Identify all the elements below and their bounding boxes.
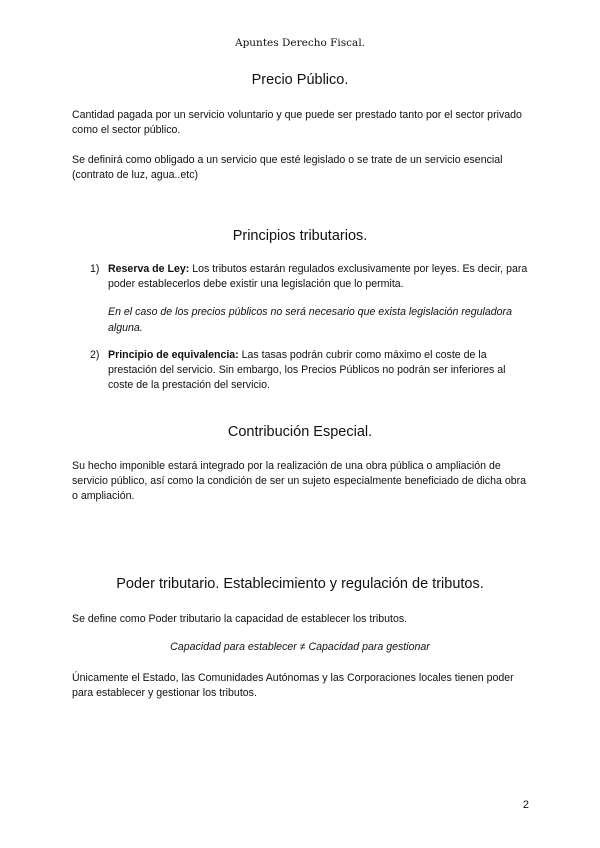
list-item-text: Los tributos estarán regulados exclusivamente por leyes. Es decir, para poder establecerlos debe existir una legislación que lo permita.: [108, 263, 528, 290]
list-item-body: [108, 262, 530, 292]
list-item-text: Las tasas podrán cubrir como máximo el coste de la prestación del servicio. Sin embargo, los Precios Públicos no podrán ser inferiores al coste de la prestación del servicio.: [108, 349, 506, 391]
list-item-reserva-de-ley: [90, 262, 530, 292]
list-item-number: 1): [90, 263, 100, 275]
principios-note: En el caso de los precios públicos no será necesario que exista legislación reguladora alguna.: [108, 306, 512, 334]
page-header: Apuntes Derecho Fiscal.: [234, 37, 366, 49]
poder-formula: Capacidad para establecer ≠ Capacidad para gestionar: [170, 641, 430, 653]
heading-precio-publico: Precio Público.: [251, 72, 349, 88]
poder-paragraph-1: Se define como Poder tributario la capacidad de establecer los tributos.: [72, 613, 408, 625]
heading-principios-tributarios: Principios tributarios.: [232, 228, 368, 244]
precio-paragraph-2: Se definirá como obligado a un servicio que esté legislado o se trate de un servicio esencial (contrato de luz, agua..etc): [72, 154, 503, 181]
list-item-term: Reserva de Ley:: [108, 263, 190, 275]
heading-poder-tributario: Poder tributario. Establecimiento y regulación de tributos.: [116, 576, 484, 592]
list-item-number: 2): [90, 349, 100, 361]
contribucion-paragraph: Su hecho imponible estará integrado por la realización de una obra pública o ampliación de servicio público, así como la condición de ser un sujeto especialmente beneficiado de dicha obra o ampliación.: [72, 460, 527, 502]
page-number: 2: [522, 799, 529, 811]
list-item-body: [108, 348, 530, 393]
precio-paragraph-1: Cantidad pagada por un servicio voluntario y que puede ser prestado tanto por el sector privado como el sector público.: [72, 109, 522, 136]
poder-paragraph-2: Únicamente el Estado, las Comunidades Autónomas y las Corporaciones locales tienen poder para establecer y gestionar los tributos.: [72, 672, 514, 699]
heading-contribucion-especial: Contribución Especial.: [227, 424, 373, 440]
list-item-term: Principio de equivalencia:: [108, 349, 239, 361]
list-item-principio-equivalencia: [90, 348, 530, 393]
